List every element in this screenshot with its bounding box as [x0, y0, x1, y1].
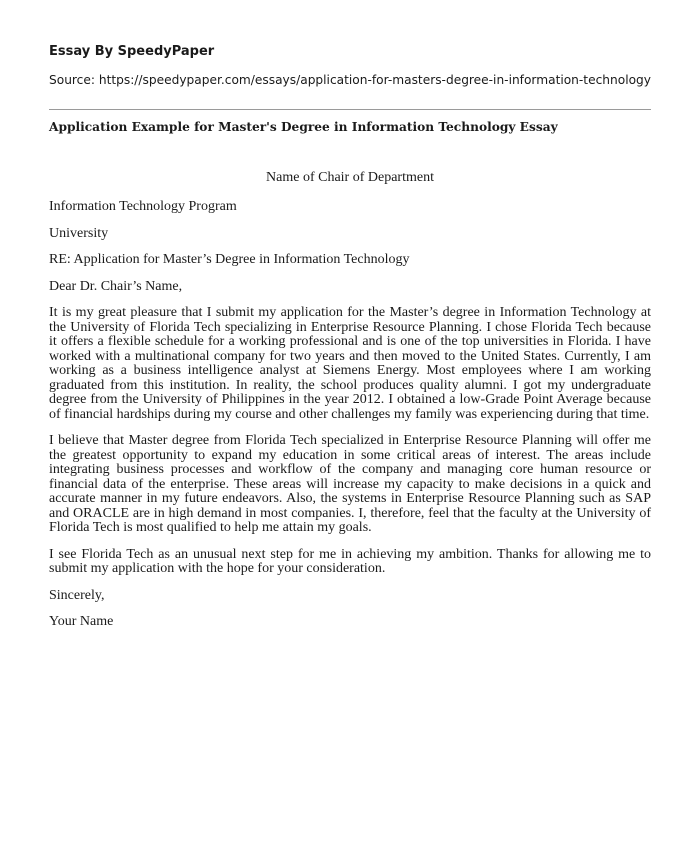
institution-line: University — [49, 225, 109, 241]
body-paragraph-3: I see Florida Tech as an unusual next step for me in achieving my ambition. Thanks for allowing me to submit my application with the hope for your consideration. — [49, 546, 651, 576]
salutation-line: Dear Dr. Chair’s Name, — [49, 278, 183, 294]
addressee-line: Name of Chair of Department — [266, 170, 434, 185]
body-paragraph-1: It is my great pleasure that I submit my application for the Master’s degree in Information Technology at the University of Florida Tech specializing in Enterprise Resource Planning. I chose Florida Tech because it offers a flexible schedule for a working professional and is one of the top universities in Florida. I have worked with a multinational company for two years and then moved to the United States. Currently, I am working as a business intelligence analyst at Siemens Energy. Most employees where I am working graduated from this institution. In reality, the school produces quality alumni. I got my undergraduate degree from the University of Philippines in the year 2012. I obtained a low-Grade Point Average because of financial hardships during my course and other challenges my family was experiencing during that time. — [49, 305, 651, 422]
closing-line: Sincerely, — [49, 587, 105, 603]
source-line: Source: https://speedypaper.com/essays/application-for-masters-degree-in-information-technology — [49, 73, 651, 87]
body-paragraph-2: I believe that Master degree from Florida Tech specialized in Enterprise Resource Planning will offer me the greatest opportunity to expand my education in some critical areas of interest. The areas include integrating business processes and workflow of the company and managing core human resource or financial data of the enterprise. These areas will increase my capacity to make decisions in a quick and accurate manner in my future endeavors. Also, the systems in Enterprise Resource Planning such as SAP and ORACLE are in high demand in most companies. I, therefore, feel that the faculty at the University of Florida Tech is most qualified to help me attain my goals. — [49, 433, 651, 535]
document-title: Application Example for Master's Degree in Information Technology Essay — [49, 120, 558, 134]
brand-heading: Essay By SpeedyPaper — [49, 44, 215, 59]
header-divider — [49, 109, 651, 110]
signature-line: Your Name — [49, 614, 114, 629]
program-line: Information Technology Program — [49, 199, 237, 214]
letter-body — [49, 171, 651, 642]
subject-line: RE: Application for Master’s Degree in Information Technology — [49, 252, 410, 267]
